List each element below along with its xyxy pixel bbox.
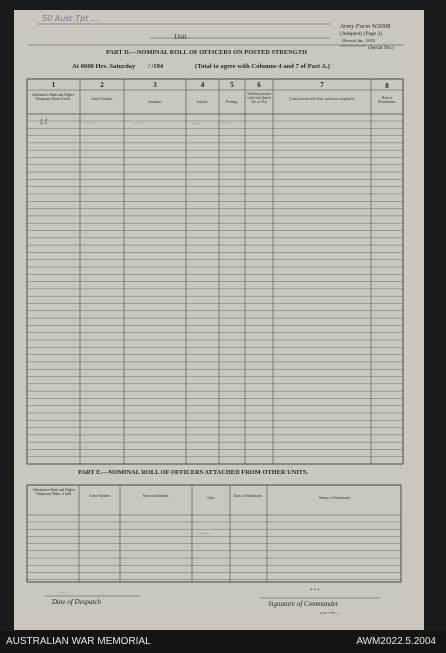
row1-army-number: ... <box>86 117 94 126</box>
col-header-initials: Initials. <box>197 100 208 104</box>
unit-label: Unit <box>174 33 187 41</box>
col-num-5: 5 <box>230 81 234 89</box>
printer-imprint: A.W. 7759 .... <box>320 611 340 615</box>
col-num-4: 4 <box>200 81 205 89</box>
part-e-col-rank: Substantive Rank and Higher Temporary Rank, if held. <box>32 488 76 497</box>
form-revised: (Revised Jan., 1943) <box>342 38 375 43</box>
row1-initials: ... <box>192 117 200 126</box>
col-header-posting: Posting. <box>226 100 238 104</box>
form-adapted: (Adapted) (Page 2) <box>340 31 383 37</box>
part-d-title: PART D.—NOMINAL ROLL OF OFFICERS ON POSTED STRENGTH <box>106 49 307 56</box>
part-e-col-date: Date of Attachment. <box>233 494 263 498</box>
col-header-employed: If not present with Unit, state how employed. <box>289 97 355 101</box>
part-e-col-unit: Unit. <box>207 496 215 500</box>
part-e-unit-handwritten: ..... <box>200 528 212 536</box>
col-num-8: 8 <box>385 82 389 90</box>
col-num-6: 6 <box>257 81 261 89</box>
part-d-subtitle-date: / /194 <box>148 63 164 70</box>
part-e-col-nature: Nature of Attachment. <box>318 496 352 500</box>
col-num-1: 1 <box>51 81 56 89</box>
col-header-present: Whether present with Unit (Insert Yes or No) <box>247 92 271 105</box>
part-e-title: PART E.—NOMINAL ROLL OF OFFICERS ATTACHED FROM OTHER UNITS. <box>78 469 309 476</box>
footer-accession: AWM2022.5.2004 <box>356 636 436 647</box>
row1-posting: ... <box>222 117 230 126</box>
part-d-subtitle-prefix: At 0600 Hrs. Saturday <box>72 63 136 70</box>
signature-label: Signature of Commander <box>268 600 339 608</box>
col-header-detachment: Date of Detachment. <box>377 96 397 105</box>
col-num-2: 2 <box>100 81 104 89</box>
row1-surname: ... <box>134 117 142 126</box>
part-e-col-name: Name and Initials. <box>142 494 170 498</box>
footer-institution: AUSTRALIAN WAR MEMORIAL <box>6 636 151 647</box>
part-e-col-army-number: Army Number. <box>89 494 111 498</box>
part-d-subtitle-suffix: (Total to agree with Columns 4 and 7 of Part A.) <box>195 63 330 70</box>
form-number: Army Form W3008 <box>340 23 391 30</box>
date-of-despatch: Date of Despatch <box>52 598 101 606</box>
col-num-3: 3 <box>153 81 157 89</box>
signature-handwritten: ... <box>310 580 321 593</box>
col-num-7: 7 <box>320 81 324 89</box>
col-header-army-number: Army Number. <box>91 97 113 101</box>
serial-no: (Serial No.) <box>368 45 394 51</box>
col-header-surname: Surname. <box>148 100 162 104</box>
row1-rank: Lt <box>40 117 48 126</box>
unit-handwritten: 50 Aust Tpt ... <box>42 14 99 23</box>
footer-bar <box>0 631 446 653</box>
despatch-handwritten: ... <box>60 587 67 595</box>
col-header-rank: Substantive Rank and Higher Temporary Rank if held. <box>31 93 75 102</box>
